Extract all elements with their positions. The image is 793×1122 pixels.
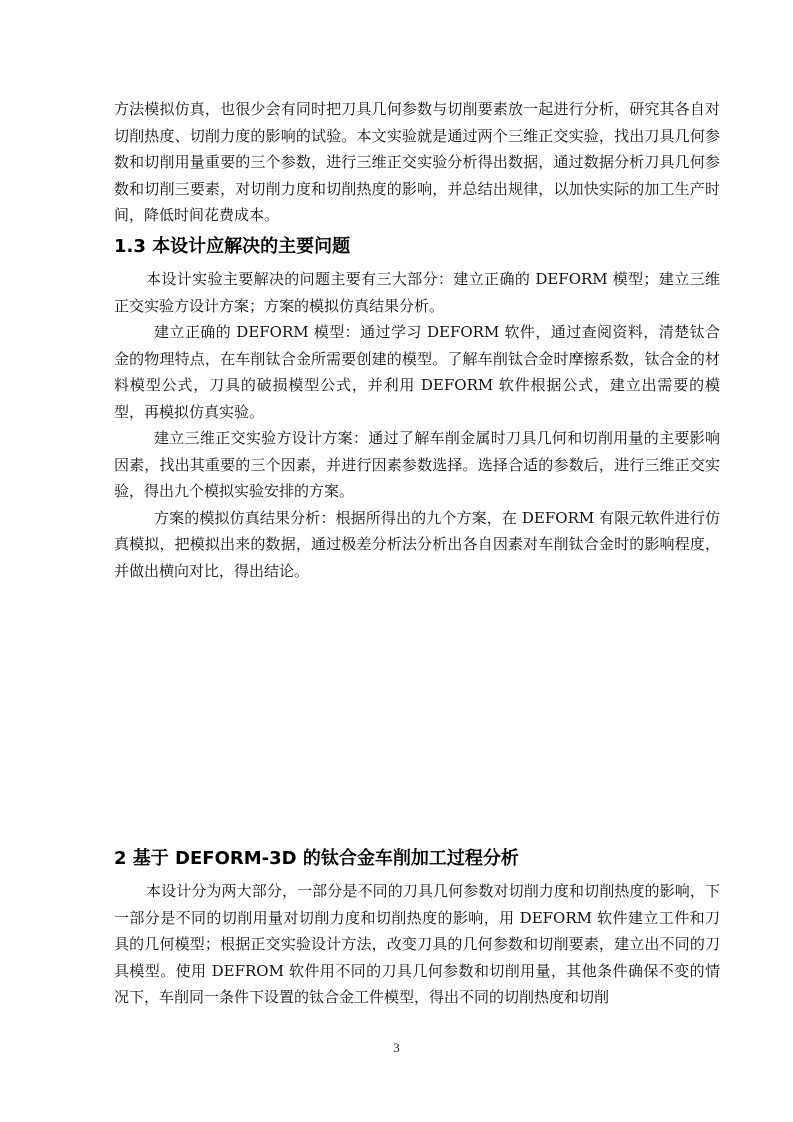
section-heading-1-3: 1.3 本设计应解决的主要问题 xyxy=(114,236,351,257)
paragraph-text: 本设计实验主要解决的问题主要有三大部分：建立正确的 DEFORM 模型；建立三维正交实验方设计方案；方案的模拟仿真结果分析。 xyxy=(114,270,720,315)
section-2-body xyxy=(114,878,720,1011)
paragraph-text: 方案的模拟仿真结果分析：根据所得出的九个方案，在 DEFORM 有限元软件进行仿真模拟，把模拟出来的数据，通过极差分析法分析出各自因素对车削钛合金时的影响程度，并做出横向对比，得出结论。 xyxy=(114,508,720,580)
paragraph-text: 建立正确的 DEFORM 模型：通过学习 DEFORM 软件，通过查阅资料，清楚钛合金的物理特点，在车削钛合金所需要创建的模型。了解车削钛合金时摩擦系数，钛合金的材料模型公式，刀具的破损模型公式，并利用 DEFORM 软件根据公式，建立出需要的模型，再模拟仿真实验。 xyxy=(114,323,720,421)
intro-paragraph xyxy=(114,96,720,229)
paragraph-text: 本设计分为两大部分，一部分是不同的刀具几何参数对切削力度和切削热度的影响，下一部分是不同的切削用量对切削力度和切削热度的影响，用 DEFORM 软件建立工件和刀具的几何模型；根据正交实验设计方法，改变刀具的几何参数和切削要素，建立出不同的刀具模型。使用 DEFROM 软件用不同的刀具几何参数和切削用量，其他条件确保不变的情况下，车削同一条件下设置的钛合金工件模型，得出不同的切削热度和切削 xyxy=(114,882,720,1006)
section-heading-2: 2 基于 DEFORM-3D 的钛合金车削加工过程分析 xyxy=(114,848,519,869)
paragraph-text: 建立三维正交实验方设计方案：通过了解车削金属时刀具几何和切削用量的主要影响因素，找出其重要的三个因素，并进行因素参数选择。选择合适的参数后，进行三维正交实验，得出九个模拟实验安排的方案。 xyxy=(114,429,720,500)
page-number: 3 xyxy=(393,1040,400,1055)
paragraph-text: 方法模拟仿真，也很少会有同时把刀具几何参数与切削要素放一起进行分析，研究其各自对切削热度、切削力度的影响的试验。本文实验就是通过两个三维正交实验，找出刀具几何参数和切削用量重要的三个参数，进行三维正交实验分析得出数据，通过数据分析刀具几何参数和切削三要素，对切削力度和切削热度的影响，并总结出规律，以加快实际的加工生产时间，降低时间花费成本。 xyxy=(114,100,720,224)
section-1-3-body xyxy=(114,266,720,584)
